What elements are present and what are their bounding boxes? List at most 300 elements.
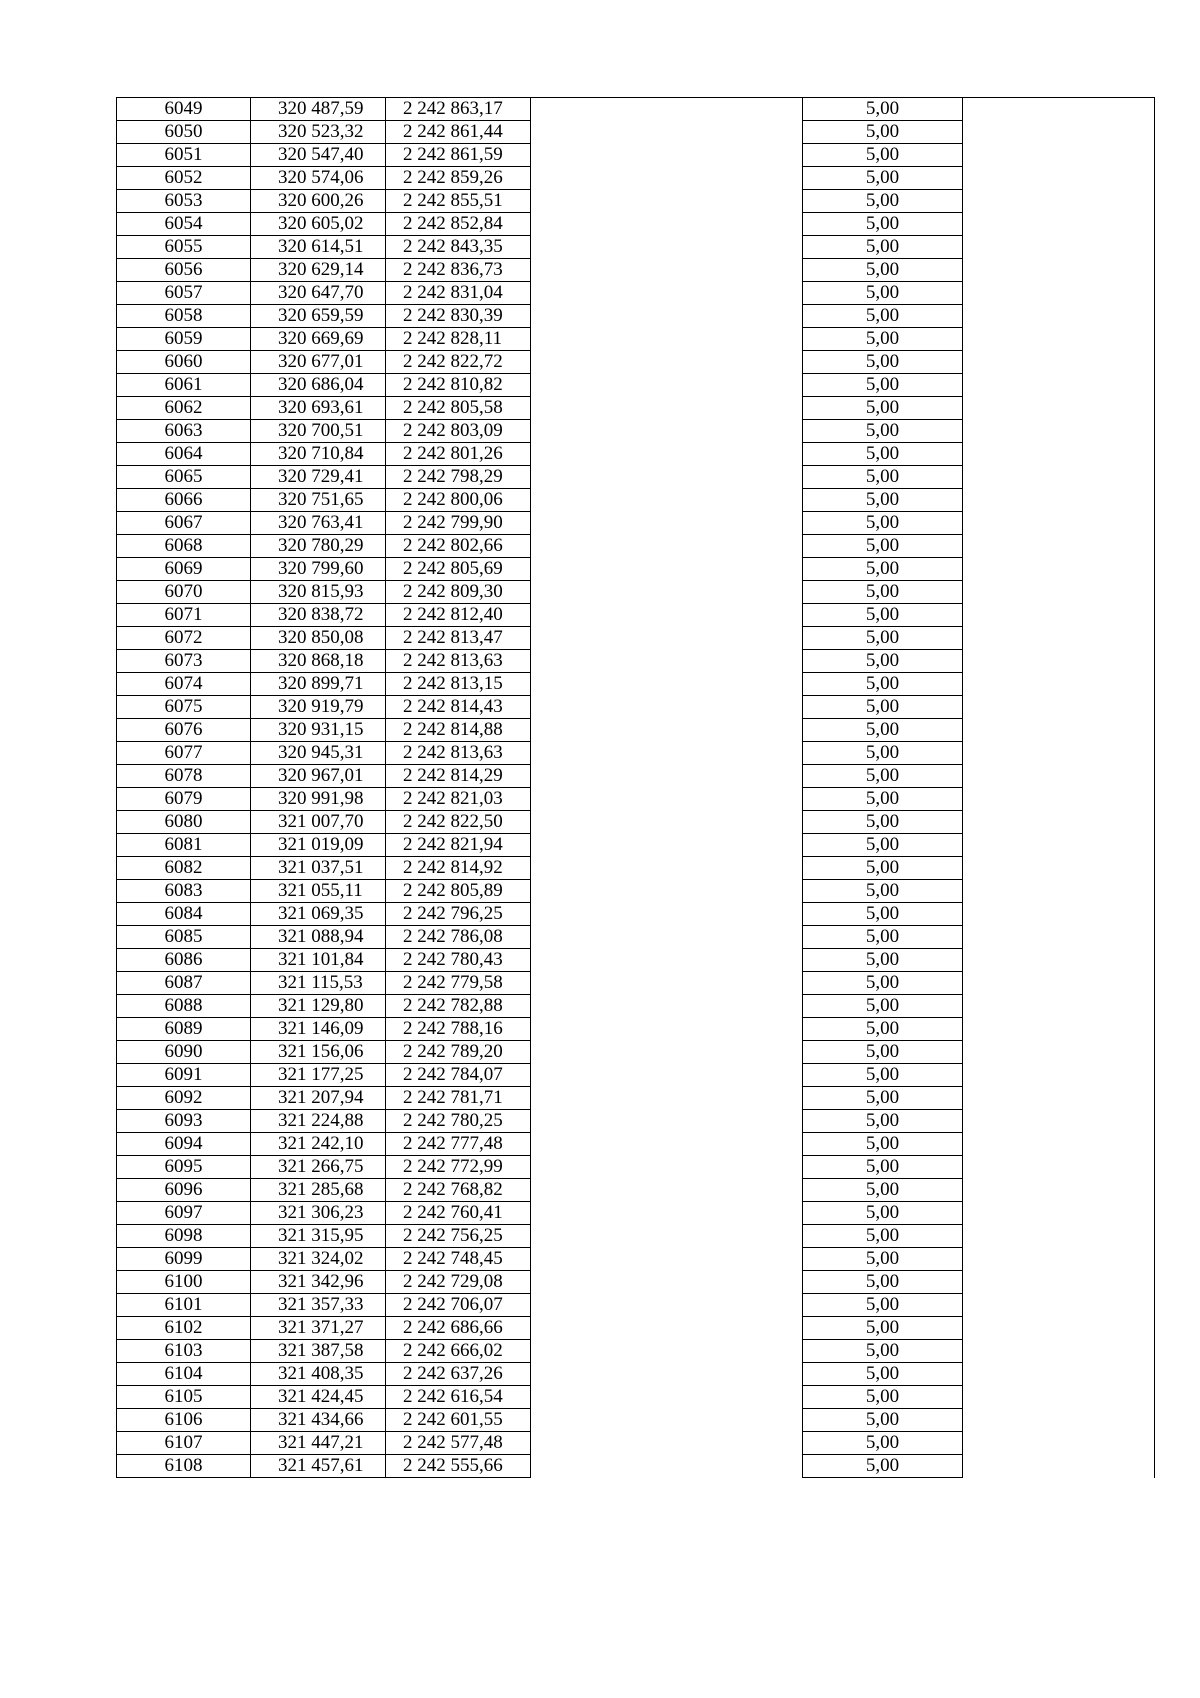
empty-cell <box>963 1386 1155 1409</box>
x-coordinate-cell: 321 101,84 <box>251 949 386 972</box>
empty-cell <box>531 1064 803 1087</box>
y-coordinate-cell: 2 242 786,08 <box>386 926 531 949</box>
value-cell: 5,00 <box>803 512 963 535</box>
empty-cell <box>531 1455 803 1478</box>
x-coordinate-cell: 320 991,98 <box>251 788 386 811</box>
table-row <box>117 1317 1155 1340</box>
empty-cell <box>531 627 803 650</box>
table-row <box>117 1248 1155 1271</box>
empty-cell <box>531 1409 803 1432</box>
value-cell: 5,00 <box>803 1018 963 1041</box>
table-row <box>117 466 1155 489</box>
table-row <box>117 880 1155 903</box>
empty-cell <box>531 1340 803 1363</box>
x-coordinate-cell: 320 487,59 <box>251 98 386 121</box>
empty-cell <box>531 788 803 811</box>
empty-cell <box>531 834 803 857</box>
value-cell: 5,00 <box>803 213 963 236</box>
table-row <box>117 144 1155 167</box>
point-number-cell: 6093 <box>117 1110 251 1133</box>
empty-cell <box>963 1317 1155 1340</box>
x-coordinate-cell: 320 659,59 <box>251 305 386 328</box>
empty-cell <box>963 696 1155 719</box>
table-row <box>117 259 1155 282</box>
table-row <box>117 1018 1155 1041</box>
table-row <box>117 857 1155 880</box>
value-cell: 5,00 <box>803 558 963 581</box>
empty-cell <box>963 1179 1155 1202</box>
x-coordinate-cell: 321 129,80 <box>251 995 386 1018</box>
table-row <box>117 328 1155 351</box>
table-row <box>117 696 1155 719</box>
empty-cell <box>531 1248 803 1271</box>
point-number-cell: 6058 <box>117 305 251 328</box>
empty-cell <box>531 397 803 420</box>
table-row <box>117 374 1155 397</box>
value-cell: 5,00 <box>803 995 963 1018</box>
value-cell: 5,00 <box>803 466 963 489</box>
empty-cell <box>963 121 1155 144</box>
empty-cell <box>963 627 1155 650</box>
empty-cell <box>963 673 1155 696</box>
empty-cell <box>531 259 803 282</box>
empty-cell <box>531 420 803 443</box>
empty-cell <box>531 443 803 466</box>
table-row <box>117 1064 1155 1087</box>
empty-cell <box>531 903 803 926</box>
table-row <box>117 1294 1155 1317</box>
empty-cell <box>963 1455 1155 1478</box>
empty-cell <box>531 1271 803 1294</box>
table-row <box>117 1133 1155 1156</box>
empty-cell <box>531 1294 803 1317</box>
x-coordinate-cell: 320 686,04 <box>251 374 386 397</box>
value-cell: 5,00 <box>803 236 963 259</box>
empty-cell <box>963 880 1155 903</box>
y-coordinate-cell: 2 242 782,88 <box>386 995 531 1018</box>
empty-cell <box>531 190 803 213</box>
empty-cell <box>531 466 803 489</box>
point-number-cell: 6072 <box>117 627 251 650</box>
value-cell: 5,00 <box>803 282 963 305</box>
value-cell: 5,00 <box>803 1087 963 1110</box>
value-cell: 5,00 <box>803 834 963 857</box>
x-coordinate-cell: 321 115,53 <box>251 972 386 995</box>
empty-cell <box>531 535 803 558</box>
x-coordinate-cell: 320 677,01 <box>251 351 386 374</box>
table-row <box>117 1179 1155 1202</box>
value-cell: 5,00 <box>803 765 963 788</box>
empty-cell <box>963 949 1155 972</box>
value-cell: 5,00 <box>803 811 963 834</box>
point-number-cell: 6060 <box>117 351 251 374</box>
table-row <box>117 604 1155 627</box>
value-cell: 5,00 <box>803 259 963 282</box>
value-cell: 5,00 <box>803 1064 963 1087</box>
x-coordinate-cell: 320 838,72 <box>251 604 386 627</box>
value-cell: 5,00 <box>803 696 963 719</box>
empty-cell <box>963 581 1155 604</box>
table-row <box>117 167 1155 190</box>
value-cell: 5,00 <box>803 144 963 167</box>
value-cell: 5,00 <box>803 1294 963 1317</box>
empty-cell <box>963 857 1155 880</box>
y-coordinate-cell: 2 242 814,88 <box>386 719 531 742</box>
x-coordinate-cell: 320 945,31 <box>251 742 386 765</box>
y-coordinate-cell: 2 242 805,89 <box>386 880 531 903</box>
value-cell: 5,00 <box>803 1248 963 1271</box>
table-row <box>117 1225 1155 1248</box>
x-coordinate-cell: 321 037,51 <box>251 857 386 880</box>
table-row <box>117 1455 1155 1478</box>
x-coordinate-cell: 320 931,15 <box>251 719 386 742</box>
y-coordinate-cell: 2 242 729,08 <box>386 1271 531 1294</box>
empty-cell <box>963 259 1155 282</box>
empty-cell <box>963 98 1155 121</box>
table-row <box>117 834 1155 857</box>
point-number-cell: 6065 <box>117 466 251 489</box>
value-cell: 5,00 <box>803 1432 963 1455</box>
point-number-cell: 6074 <box>117 673 251 696</box>
point-number-cell: 6102 <box>117 1317 251 1340</box>
empty-cell <box>963 1225 1155 1248</box>
empty-cell <box>531 1133 803 1156</box>
value-cell: 5,00 <box>803 627 963 650</box>
value-cell: 5,00 <box>803 489 963 512</box>
y-coordinate-cell: 2 242 756,25 <box>386 1225 531 1248</box>
empty-cell <box>963 236 1155 259</box>
point-number-cell: 6092 <box>117 1087 251 1110</box>
empty-cell <box>963 420 1155 443</box>
y-coordinate-cell: 2 242 748,45 <box>386 1248 531 1271</box>
x-coordinate-cell: 320 729,41 <box>251 466 386 489</box>
empty-cell <box>963 328 1155 351</box>
empty-cell <box>531 581 803 604</box>
table-row <box>117 719 1155 742</box>
table-row <box>117 305 1155 328</box>
value-cell: 5,00 <box>803 351 963 374</box>
x-coordinate-cell: 321 387,58 <box>251 1340 386 1363</box>
value-cell: 5,00 <box>803 535 963 558</box>
empty-cell <box>531 558 803 581</box>
value-cell: 5,00 <box>803 167 963 190</box>
point-number-cell: 6098 <box>117 1225 251 1248</box>
y-coordinate-cell: 2 242 779,58 <box>386 972 531 995</box>
empty-cell <box>531 1018 803 1041</box>
empty-cell <box>963 903 1155 926</box>
empty-cell <box>963 305 1155 328</box>
value-cell: 5,00 <box>803 1133 963 1156</box>
empty-cell <box>963 1340 1155 1363</box>
x-coordinate-cell: 321 088,94 <box>251 926 386 949</box>
table-row <box>117 1110 1155 1133</box>
table-row <box>117 1087 1155 1110</box>
y-coordinate-cell: 2 242 616,54 <box>386 1386 531 1409</box>
point-number-cell: 6059 <box>117 328 251 351</box>
y-coordinate-cell: 2 242 784,07 <box>386 1064 531 1087</box>
point-number-cell: 6108 <box>117 1455 251 1478</box>
point-number-cell: 6051 <box>117 144 251 167</box>
point-number-cell: 6099 <box>117 1248 251 1271</box>
value-cell: 5,00 <box>803 903 963 926</box>
x-coordinate-cell: 320 799,60 <box>251 558 386 581</box>
table-row <box>117 98 1155 121</box>
empty-cell <box>531 1041 803 1064</box>
x-coordinate-cell: 321 342,96 <box>251 1271 386 1294</box>
empty-cell <box>963 1064 1155 1087</box>
empty-cell <box>963 144 1155 167</box>
table-row <box>117 1156 1155 1179</box>
y-coordinate-cell: 2 242 813,63 <box>386 650 531 673</box>
point-number-cell: 6091 <box>117 1064 251 1087</box>
table-row <box>117 512 1155 535</box>
x-coordinate-cell: 320 780,29 <box>251 535 386 558</box>
point-number-cell: 6056 <box>117 259 251 282</box>
value-cell: 5,00 <box>803 880 963 903</box>
value-cell: 5,00 <box>803 1156 963 1179</box>
table-row <box>117 213 1155 236</box>
table-row <box>117 1409 1155 1432</box>
empty-cell <box>963 443 1155 466</box>
x-coordinate-cell: 321 007,70 <box>251 811 386 834</box>
empty-cell <box>963 1294 1155 1317</box>
point-number-cell: 6095 <box>117 1156 251 1179</box>
value-cell: 5,00 <box>803 1386 963 1409</box>
value-cell: 5,00 <box>803 650 963 673</box>
point-number-cell: 6089 <box>117 1018 251 1041</box>
table-row <box>117 650 1155 673</box>
value-cell: 5,00 <box>803 98 963 121</box>
empty-cell <box>531 604 803 627</box>
y-coordinate-cell: 2 242 861,44 <box>386 121 531 144</box>
point-number-cell: 6088 <box>117 995 251 1018</box>
empty-cell <box>963 1409 1155 1432</box>
value-cell: 5,00 <box>803 1363 963 1386</box>
empty-cell <box>531 765 803 788</box>
empty-cell <box>531 1386 803 1409</box>
x-coordinate-cell: 320 669,69 <box>251 328 386 351</box>
point-number-cell: 6106 <box>117 1409 251 1432</box>
empty-cell <box>531 857 803 880</box>
empty-cell <box>963 972 1155 995</box>
table-row <box>117 1340 1155 1363</box>
point-number-cell: 6063 <box>117 420 251 443</box>
table-row <box>117 443 1155 466</box>
point-number-cell: 6084 <box>117 903 251 926</box>
value-cell: 5,00 <box>803 420 963 443</box>
x-coordinate-cell: 321 069,35 <box>251 903 386 926</box>
x-coordinate-cell: 320 868,18 <box>251 650 386 673</box>
empty-cell <box>531 1363 803 1386</box>
point-number-cell: 6050 <box>117 121 251 144</box>
value-cell: 5,00 <box>803 949 963 972</box>
point-number-cell: 6054 <box>117 213 251 236</box>
value-cell: 5,00 <box>803 1455 963 1478</box>
x-coordinate-cell: 321 266,75 <box>251 1156 386 1179</box>
point-number-cell: 6071 <box>117 604 251 627</box>
value-cell: 5,00 <box>803 1041 963 1064</box>
point-number-cell: 6103 <box>117 1340 251 1363</box>
table-row <box>117 1386 1155 1409</box>
point-number-cell: 6105 <box>117 1386 251 1409</box>
value-cell: 5,00 <box>803 673 963 696</box>
point-number-cell: 6076 <box>117 719 251 742</box>
point-number-cell: 6087 <box>117 972 251 995</box>
value-cell: 5,00 <box>803 1409 963 1432</box>
table-row <box>117 903 1155 926</box>
y-coordinate-cell: 2 242 812,40 <box>386 604 531 627</box>
empty-cell <box>531 880 803 903</box>
point-number-cell: 6073 <box>117 650 251 673</box>
x-coordinate-cell: 321 207,94 <box>251 1087 386 1110</box>
empty-cell <box>531 121 803 144</box>
value-cell: 5,00 <box>803 604 963 627</box>
y-coordinate-cell: 2 242 852,84 <box>386 213 531 236</box>
empty-cell <box>963 1432 1155 1455</box>
table-row <box>117 673 1155 696</box>
value-cell: 5,00 <box>803 397 963 420</box>
y-coordinate-cell: 2 242 601,55 <box>386 1409 531 1432</box>
empty-cell <box>531 673 803 696</box>
value-cell: 5,00 <box>803 926 963 949</box>
x-coordinate-cell: 321 424,45 <box>251 1386 386 1409</box>
point-number-cell: 6097 <box>117 1202 251 1225</box>
empty-cell <box>963 1041 1155 1064</box>
table-row <box>117 121 1155 144</box>
point-number-cell: 6062 <box>117 397 251 420</box>
empty-cell <box>963 489 1155 512</box>
y-coordinate-cell: 2 242 706,07 <box>386 1294 531 1317</box>
table-row <box>117 535 1155 558</box>
y-coordinate-cell: 2 242 555,66 <box>386 1455 531 1478</box>
y-coordinate-cell: 2 242 796,25 <box>386 903 531 926</box>
empty-cell <box>963 811 1155 834</box>
empty-cell <box>531 236 803 259</box>
point-number-cell: 6085 <box>117 926 251 949</box>
empty-cell <box>963 397 1155 420</box>
y-coordinate-cell: 2 242 781,71 <box>386 1087 531 1110</box>
empty-cell <box>531 282 803 305</box>
empty-cell <box>963 167 1155 190</box>
x-coordinate-cell: 321 285,68 <box>251 1179 386 1202</box>
y-coordinate-cell: 2 242 768,82 <box>386 1179 531 1202</box>
x-coordinate-cell: 321 371,27 <box>251 1317 386 1340</box>
value-cell: 5,00 <box>803 972 963 995</box>
empty-cell <box>531 351 803 374</box>
x-coordinate-cell: 320 605,02 <box>251 213 386 236</box>
y-coordinate-cell: 2 242 828,11 <box>386 328 531 351</box>
y-coordinate-cell: 2 242 802,66 <box>386 535 531 558</box>
empty-cell <box>531 1225 803 1248</box>
x-coordinate-cell: 320 850,08 <box>251 627 386 650</box>
point-number-cell: 6066 <box>117 489 251 512</box>
y-coordinate-cell: 2 242 772,99 <box>386 1156 531 1179</box>
x-coordinate-cell: 321 315,95 <box>251 1225 386 1248</box>
y-coordinate-cell: 2 242 821,94 <box>386 834 531 857</box>
point-number-cell: 6083 <box>117 880 251 903</box>
value-cell: 5,00 <box>803 443 963 466</box>
table-row <box>117 995 1155 1018</box>
empty-cell <box>531 949 803 972</box>
y-coordinate-cell: 2 242 863,17 <box>386 98 531 121</box>
y-coordinate-cell: 2 242 814,92 <box>386 857 531 880</box>
empty-cell <box>531 144 803 167</box>
x-coordinate-cell: 321 055,11 <box>251 880 386 903</box>
x-coordinate-cell: 320 547,40 <box>251 144 386 167</box>
empty-cell <box>963 512 1155 535</box>
empty-cell <box>963 788 1155 811</box>
x-coordinate-cell: 321 306,23 <box>251 1202 386 1225</box>
x-coordinate-cell: 321 434,66 <box>251 1409 386 1432</box>
empty-cell <box>531 1087 803 1110</box>
y-coordinate-cell: 2 242 813,15 <box>386 673 531 696</box>
value-cell: 5,00 <box>803 374 963 397</box>
y-coordinate-cell: 2 242 801,26 <box>386 443 531 466</box>
table-row <box>117 1202 1155 1225</box>
empty-cell <box>963 558 1155 581</box>
x-coordinate-cell: 320 700,51 <box>251 420 386 443</box>
value-cell: 5,00 <box>803 328 963 351</box>
x-coordinate-cell: 320 967,01 <box>251 765 386 788</box>
empty-cell <box>531 650 803 673</box>
value-cell: 5,00 <box>803 1340 963 1363</box>
empty-cell <box>531 1156 803 1179</box>
point-number-cell: 6049 <box>117 98 251 121</box>
table-row <box>117 926 1155 949</box>
x-coordinate-cell: 320 899,71 <box>251 673 386 696</box>
empty-cell <box>963 995 1155 1018</box>
point-number-cell: 6052 <box>117 167 251 190</box>
table-body <box>117 98 1155 1478</box>
y-coordinate-cell: 2 242 803,09 <box>386 420 531 443</box>
value-cell: 5,00 <box>803 190 963 213</box>
x-coordinate-cell: 320 751,65 <box>251 489 386 512</box>
value-cell: 5,00 <box>803 581 963 604</box>
empty-cell <box>531 742 803 765</box>
value-cell: 5,00 <box>803 1202 963 1225</box>
empty-cell <box>531 1110 803 1133</box>
x-coordinate-cell: 320 574,06 <box>251 167 386 190</box>
empty-cell <box>531 972 803 995</box>
y-coordinate-cell: 2 242 821,03 <box>386 788 531 811</box>
y-coordinate-cell: 2 242 861,59 <box>386 144 531 167</box>
empty-cell <box>531 696 803 719</box>
empty-cell <box>963 1087 1155 1110</box>
point-number-cell: 6107 <box>117 1432 251 1455</box>
empty-cell <box>531 1432 803 1455</box>
y-coordinate-cell: 2 242 814,29 <box>386 765 531 788</box>
x-coordinate-cell: 321 408,35 <box>251 1363 386 1386</box>
x-coordinate-cell: 320 600,26 <box>251 190 386 213</box>
empty-cell <box>963 719 1155 742</box>
table-row <box>117 1432 1155 1455</box>
value-cell: 5,00 <box>803 121 963 144</box>
table-row <box>117 788 1155 811</box>
value-cell: 5,00 <box>803 719 963 742</box>
table-row <box>117 811 1155 834</box>
x-coordinate-cell: 321 357,33 <box>251 1294 386 1317</box>
point-number-cell: 6090 <box>117 1041 251 1064</box>
point-number-cell: 6094 <box>117 1133 251 1156</box>
point-number-cell: 6069 <box>117 558 251 581</box>
empty-cell <box>963 282 1155 305</box>
empty-cell <box>531 213 803 236</box>
empty-cell <box>963 1271 1155 1294</box>
point-number-cell: 6082 <box>117 857 251 880</box>
point-number-cell: 6075 <box>117 696 251 719</box>
point-number-cell: 6064 <box>117 443 251 466</box>
table-row <box>117 972 1155 995</box>
